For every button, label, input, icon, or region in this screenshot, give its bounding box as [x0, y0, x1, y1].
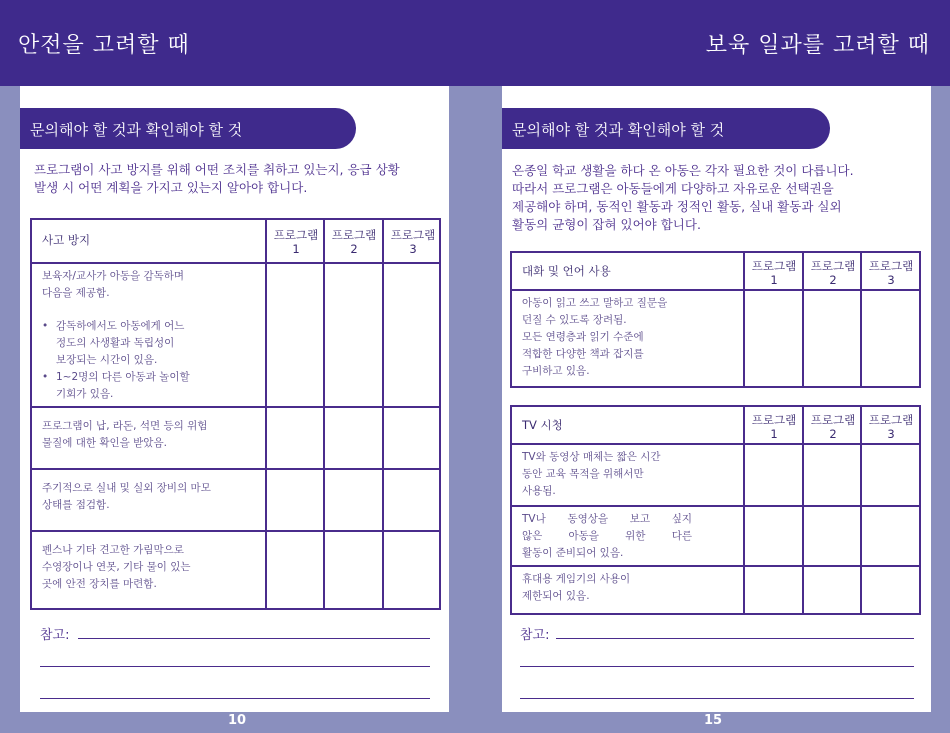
list-item: • 1~2명의 다른 아동과 놀이할 기회가 있음. [42, 369, 257, 403]
program-1-header: 프로그램 1 [273, 228, 319, 256]
row-divider [32, 406, 439, 408]
program-1-header: 프로그램 1 [751, 413, 797, 441]
list-item: • 감독하에서도 아동에게 어느 정도의 사생활과 독립성이 보장되는 시간이 있음. [42, 318, 257, 369]
program-1-header: 프로그램 1 [751, 259, 797, 287]
right-intro [512, 162, 900, 234]
right-page-number: 15 [704, 713, 723, 728]
table-header-label: 대화 및 언어 사용 [522, 264, 611, 278]
right-intro-line: 제공해야 하며, 동적인 활동과 정적인 활동, 실내 활동과 실외 [512, 199, 842, 214]
left-intro-line: 프로그램이 사고 방지를 위해 어떤 조치를 취하고 있는지, 응급 상황 [34, 162, 400, 177]
right-header-title: 보육 일과를 고려할 때 [705, 33, 930, 58]
left-section-title: 문의해야 할 것과 확인해야 할 것 [20, 108, 356, 149]
program-2-header: 프로그램 2 [810, 259, 856, 287]
right-section-title: 문의해야 할 것과 확인해야 할 것 [502, 108, 830, 149]
left-intro-line: 발생 시 어떤 계획을 가지고 있는지 알아야 합니다. [34, 180, 308, 195]
row-divider [32, 468, 439, 470]
row-divider [512, 565, 919, 567]
row-divider [512, 443, 919, 445]
row-divider [32, 262, 439, 264]
right-intro-line: 온종일 학교 생활을 하다 온 아동은 각자 필요한 것이 다릅니다. [512, 163, 854, 178]
program-3-header: 프로그램 3 [868, 259, 914, 287]
left-page-number: 10 [228, 713, 247, 728]
row-divider [512, 289, 919, 291]
row-divider [512, 505, 919, 507]
notes-line[interactable] [520, 698, 914, 699]
notes-label: 참고: [40, 628, 70, 643]
column-divider [382, 220, 384, 608]
notes-line[interactable] [556, 638, 914, 639]
table-header-label: 사고 방지 [42, 233, 91, 247]
notes-line[interactable] [78, 638, 430, 639]
column-divider [323, 220, 325, 608]
table-row: 프로그램이 납, 라돈, 석면 등의 위험 물질에 대한 확인을 받았음. [42, 420, 208, 449]
program-2-header: 프로그램 2 [331, 228, 377, 256]
left-header-title: 안전을 고려할 때 [18, 33, 190, 58]
table-header-label: TV 시청 [522, 418, 563, 432]
safety-table [30, 218, 441, 610]
table-row: 아동이 읽고 쓰고 말하고 질문을 던질 수 있도록 장려됨. 모든 연령층과 읽기 수준에 적합한 다양한 책과 잡지를 구비하고 있음. [522, 297, 668, 377]
notes-line[interactable] [520, 666, 914, 667]
right-intro-line: 따라서 프로그램은 아동들에게 다양하고 자유로운 선택권을 [512, 181, 834, 196]
program-2-header: 프로그램 2 [810, 413, 856, 441]
right-intro-line: 활동의 균형이 잡혀 있어야 합니다. [512, 217, 701, 232]
notes-line[interactable] [40, 666, 430, 667]
table-row: TV와 동영상 매체는 짧은 시간 동안 교육 목적을 위해서만 사용됨. [522, 451, 661, 497]
language-table [510, 251, 921, 388]
row-divider [32, 530, 439, 532]
table-row: TV나 동영상을 보고 싶지 않은 아동을 위한 다른 활동이 준비되어 있음. [522, 513, 692, 559]
table-row: 보육자/교사가 아동을 감독하며 다음을 제공함. • 감독하에서도 아동에게 어느 정도의 사생활과 독립성이 보장되는 시간이 있음. • 1~2명의 다른 아동과 놀이할 기회가 있음. [42, 268, 257, 403]
right-page [502, 86, 931, 712]
notes-line[interactable] [40, 698, 430, 699]
left-intro [34, 161, 434, 197]
left-page [20, 86, 449, 712]
program-3-header: 프로그램 3 [390, 228, 436, 256]
tv-table [510, 405, 921, 615]
column-divider [265, 220, 267, 608]
notes-label: 참고: [520, 628, 550, 643]
program-3-header: 프로그램 3 [868, 413, 914, 441]
table-row: 펜스나 기타 견고한 가림막으로 수영장이나 연못, 기타 물이 있는 곳에 안전 장치를 마련함. [42, 544, 191, 590]
table-row: 휴대용 게임기의 사용이 제한되어 있음. [522, 573, 631, 602]
table-row: 주기적으로 실내 및 실외 장비의 마모 상태를 점검함. [42, 482, 211, 511]
